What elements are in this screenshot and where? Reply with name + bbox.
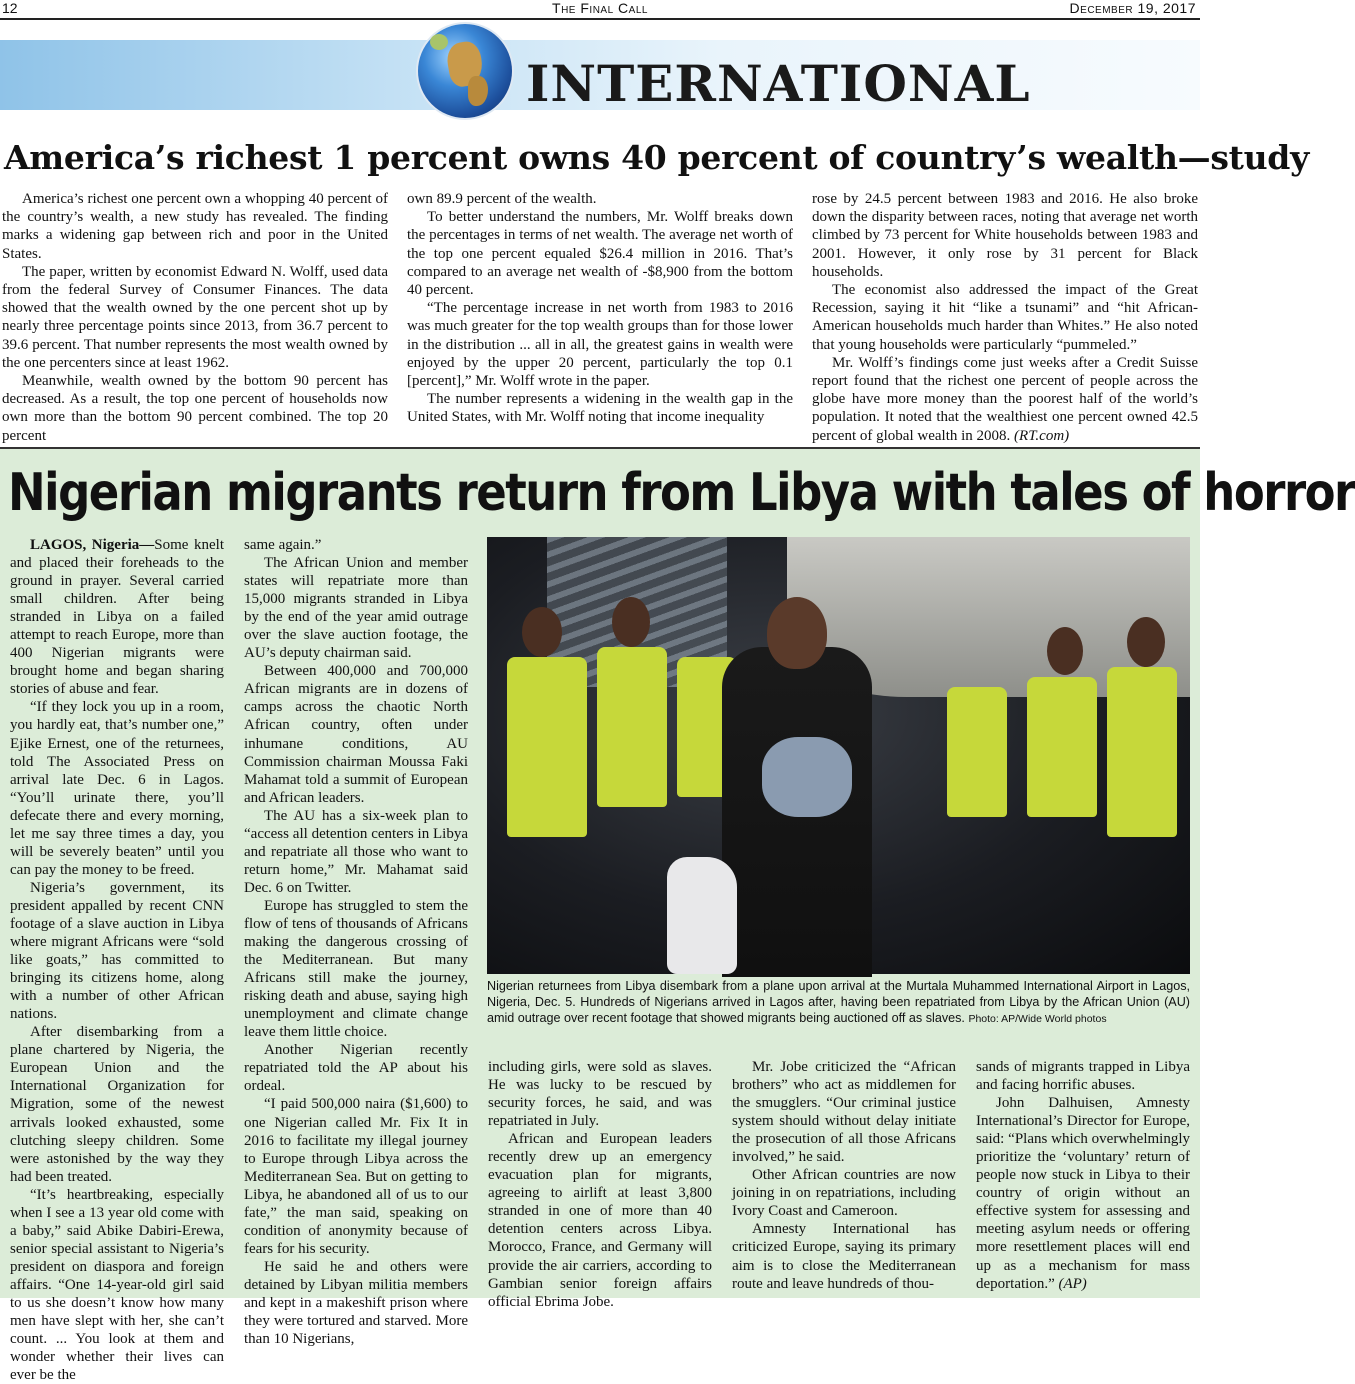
paragraph: The African Union and member states will repatriate more than 15,000 migrants stranded in Libya by the end of the year amid outrage over the slave auction footage, the AU’s deputy chairman said. bbox=[244, 555, 468, 662]
story1-column-3 bbox=[812, 190, 1198, 445]
story1-headline: America’s richest 1 percent owns 40 percent of country’s wealth—study bbox=[4, 138, 1309, 177]
paragraph: After disembarking from a plane chartered by Nigeria, the European Union and the International Organization for Migration, some of the newest arrivals looked exhausted, some clutching sleepy children. Some were astonished by the way they had been treated. bbox=[10, 1024, 224, 1185]
paragraph: Mr. Jobe criticized the “African brothers” who act as middlemen for the smugglers. “Our criminal justice system should without delay initiate the prosecution of all those Africans involved,” he said. bbox=[732, 1059, 956, 1166]
woman-head bbox=[767, 597, 827, 669]
paragraph: The AU has a six-week plan to “access all detention centers in Libya and repatriate all those who want to return home,” Mr. Mahamat said Dec. 6 on Twitter. bbox=[244, 807, 468, 896]
paragraph: He said he and others were detained by Libyan militia members and kept in a makeshift prison where they were tortured and starved. More than 10 Nigerians, bbox=[244, 1258, 468, 1348]
story2-column-3 bbox=[488, 1058, 712, 1311]
vest-figure bbox=[1107, 667, 1177, 837]
photo-caption bbox=[487, 978, 1190, 1027]
story2-column-2 bbox=[244, 536, 468, 1348]
paragraph: “I paid 500,000 naira ($1,600) to one Nigerian called Mr. Fix It in 2016 to facilitate my illegal journey to Europe through Libya across the Mediterranean Sea. But on getting to Libya, he abandoned all of us to our fate,” the man said, speaking on condition of anonymity because of fears for his security. bbox=[244, 1096, 468, 1257]
paragraph bbox=[976, 1094, 1190, 1293]
story2-source: (AP) bbox=[1058, 1275, 1087, 1292]
paragraph: including girls, were sold as slaves. He was lucky to be rescued by security forces, he said, and was repatriated in July. bbox=[488, 1059, 712, 1130]
vest-figure bbox=[1027, 677, 1097, 817]
paragraph: To better understand the numbers, Mr. Wolff breaks down the percentages in terms of net wealth. The average net worth of the top one percent equaled $26.4 million in 2016. That’s compared to an average net wealth of -$8,900 from the bottom 40 percent. bbox=[407, 209, 793, 299]
person-head bbox=[1127, 617, 1165, 667]
top-rule bbox=[0, 18, 1200, 20]
globe-icon bbox=[418, 24, 512, 118]
person-head bbox=[612, 597, 650, 647]
news-photo bbox=[487, 537, 1190, 974]
paragraph: The number represents a widening in the wealth gap in the United States, with Mr. Wolff noting that income inequality bbox=[407, 391, 793, 426]
paragraph: Nigeria’s government, its president appalled by recent CNN footage of a slave auction in Libya where migrant Africans were “sold like goats,” has committed to bringing its citizens home, along with a number of other African nations. bbox=[10, 879, 224, 1023]
paragraph: “The percentage increase in net worth from 1983 to 2016 was much greater for the top wealth groups than for those lower in the distribution ... all in all, the greatest gains in wealth were enjoyed by the upper 20 percent, particularly the top 0.1 [percent],” Mr. Wolff wrote in the paper. bbox=[407, 300, 793, 390]
paragraph-text: John Dalhuisen, Amnesty International’s Director for Europe, said: “Plans which overwhelmingly prioritize the ‘voluntary’ return of people now stuck in Libya to their country of origin without an effective system for assessing and meeting asylum needs or offering more resettlement places will end up as a mechanism for mass deportation.” bbox=[976, 1095, 1190, 1292]
paragraph: rose by 24.5 percent between 1983 and 2016. He also broke down the disparity between races, noting that average net worth climbed by 73 percent for White households between 1983 and 2001. However, it only rose by 31 percent for Black households. bbox=[812, 191, 1198, 280]
person-head bbox=[522, 607, 562, 657]
story2-headline: Nigerian migrants return from Libya with tales of horror bbox=[8, 461, 1355, 523]
vest-figure bbox=[947, 687, 1007, 817]
paragraph: Meanwhile, wealth owned by the bottom 90 percent has decreased. As a result, the top one percent of households now own more than the bottom 90 percent combined. The top 20 percent bbox=[2, 373, 388, 444]
vest-figure bbox=[597, 647, 667, 807]
story2-column-5 bbox=[976, 1058, 1190, 1293]
paragraph: Other African countries are now joining in on repatriations, including Ivory Coast and Cameroon. bbox=[732, 1167, 956, 1220]
paragraph: Between 400,000 and 700,000 African migrants are in dozens of camps across the chaotic North African country, often under inhumane conditions, AU Commission chairman Moussa Faki Mahamat told a summit of European and African leaders. bbox=[244, 663, 468, 806]
story1-column-2 bbox=[407, 190, 793, 427]
caption-text: Nigerian returnees from Libya disembark from a plane upon arrival at the Murtala Muhammed International Airport in Lagos, Nigeria, Dec. 5. Hundreds of Nigerians arrived in Lagos after, having been repatriated from Libya by the African Union (AU) amid outrage over recent footage that showed migrants being auctioned off as slaves. bbox=[487, 979, 1190, 1025]
paragraph: Amnesty International has criticized Europe, saying its primary aim is to close the Mediterranean route and leave hundreds of thou- bbox=[732, 1221, 956, 1292]
paragraph: same again.” bbox=[244, 537, 322, 553]
paragraph: African and European leaders recently drew up an emergency evacuation plan for migrants, agreeing to airlift at least 3,800 stranded in one of more than 40 detention centers across Libya. Morocco, France, and Germany will provide the air carriers, according to Gambian senior foreign affairs official Ebrima Jobe. bbox=[488, 1131, 712, 1310]
paragraph: Another Nigerian recently repatriated told the AP about his ordeal. bbox=[244, 1042, 468, 1095]
page-folio bbox=[0, 0, 1200, 18]
dateline: LAGOS, Nigeria— bbox=[30, 537, 155, 553]
issue-date: December 19, 2017 bbox=[1069, 0, 1196, 16]
plastic-bag bbox=[667, 857, 737, 974]
paragraph: own 89.9 percent of the wealth. bbox=[407, 191, 597, 207]
section-title: INTERNATIONAL bbox=[526, 54, 1031, 113]
paragraph: “If they lock you up in a room, you hardly eat, that’s number one,” Ejike Ernest, one of the returnees, told The Associated Press on arrival late Dec. 6 in Lagos. “You’ll urinate there, you’ll defecate there and every morning, let me say three times a day, you will be severely beaten” until you can pay the money to be freed. bbox=[10, 699, 224, 878]
story2-column-1 bbox=[10, 536, 224, 1384]
paragraph-text: Mr. Wolff’s findings come just weeks after a Credit Suisse report found that the richest one percent of people across the globe have more money than the poorest half of the world’s population. It noted that the wealthiest one percent owned 42.5 percent of global wealth in 2008. bbox=[812, 354, 1198, 444]
paragraph: sands of migrants trapped in Libya and facing horrific abuses. bbox=[976, 1059, 1190, 1094]
story2-column-4 bbox=[732, 1058, 956, 1293]
baby-figure bbox=[762, 737, 852, 817]
story1-column-1 bbox=[2, 190, 388, 445]
vest-figure bbox=[507, 657, 587, 837]
paragraph-text: Some knelt and placed their foreheads to the ground in prayer. Several carried small children. After being stranded in Libya on a failed attempt to reach Europe, more than 400 Nigerian migrants were brought home and began sharing stories of abuse and fear. bbox=[10, 537, 224, 698]
paragraph bbox=[10, 536, 224, 698]
photo-credit: Photo: AP/Wide World photos bbox=[968, 1013, 1107, 1025]
person-head bbox=[1047, 627, 1083, 675]
story1-source: (RT.com) bbox=[1014, 427, 1070, 444]
paragraph: Europe has struggled to stem the flow of tens of thousands of Africans making the dangerous crossing of the Mediterranean. But many Africans still make the journey, risking death and abuse, saying high unemployment and climate change leave them little choice. bbox=[244, 897, 468, 1041]
paragraph bbox=[812, 354, 1198, 445]
paragraph: The paper, written by economist Edward N. Wolff, used data from the federal Survey of Consumer Finances. The data showed that the wealth owned by the one percent shot up by nearly three percentage points since 2013, from 36.7 percent to 39.6 percent. That number represents the most wealth owned by the one percenters since at least 1962. bbox=[2, 263, 388, 371]
publication-name: The Final Call bbox=[552, 0, 648, 16]
paragraph: The economist also addressed the impact of the Great Recession, saying it hit “like a tsunami” and “hit African-American households much harder than Whites.” He also noted that young households were particularly “pummeled.” bbox=[812, 282, 1198, 353]
page-number: 12 bbox=[2, 0, 18, 16]
paragraph: “It’s heartbreaking, especially when I see a 13 year old come with a baby,” said Abike Dabiri-Erewa, senior special assistant to Nigeria’s president on diaspora and foreign affairs. “One 14-year-old girl said to us she doesn’t know how many men have slept with her, she can’t count. ... You look at them and wonder whether their lives can ever be the bbox=[10, 1186, 224, 1384]
paragraph: America’s richest one percent own a whopping 40 percent of the country’s wealth, a new study has revealed. The finding marks a widening gap between rich and poor in the United States. bbox=[2, 191, 388, 262]
